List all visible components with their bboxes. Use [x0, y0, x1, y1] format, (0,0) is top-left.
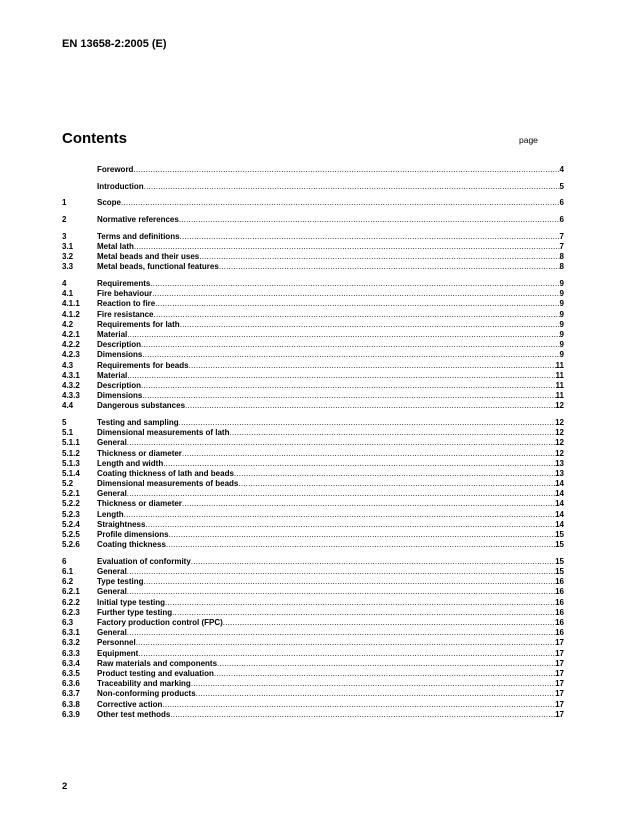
- toc-entry[interactable]: [62, 165, 564, 175]
- toc-entry-number: 5.1: [62, 428, 74, 438]
- toc-entry-title: Requirements for lath: [97, 319, 180, 329]
- toc-entry-number: 4.3.3: [62, 391, 80, 401]
- toc-entry-title: General: [97, 628, 127, 638]
- toc-entry-number: 4.3.2: [62, 380, 80, 390]
- toc-entry-number: 6.2.1: [62, 587, 80, 597]
- toc-dot-leader: [165, 598, 555, 608]
- toc-entry-page: 14: [555, 499, 564, 509]
- toc-entry-page: 9: [559, 340, 564, 350]
- toc-entry-page: 13: [555, 468, 564, 478]
- toc-entry-title: Metal beads and their uses: [97, 252, 200, 262]
- toc-entry-title: General: [97, 489, 127, 499]
- toc-entry[interactable]: [62, 689, 564, 699]
- toc-entry[interactable]: [62, 449, 564, 459]
- toc-entry[interactable]: [62, 381, 564, 391]
- toc-entry-number: 6.3.3: [62, 648, 80, 658]
- toc-entry[interactable]: [62, 700, 564, 710]
- toc-dot-leader: [142, 350, 559, 360]
- toc-dot-leader: [191, 557, 555, 567]
- toc-entry-title: Coating thickness of lath and beads: [97, 468, 234, 478]
- toc-entry-title: Traceability and marking: [97, 679, 191, 689]
- toc-entry-title: Evaluation of conformity: [97, 556, 191, 566]
- toc-entry-page: 17: [555, 648, 564, 658]
- toc-entry[interactable]: [62, 598, 564, 608]
- toc-entry[interactable]: [62, 540, 564, 550]
- toc-entry-title: Description: [97, 380, 142, 390]
- toc-entry-number: 6.3.5: [62, 668, 80, 678]
- toc-dot-leader: [172, 608, 555, 618]
- toc-entry[interactable]: [62, 659, 564, 669]
- toc-entry[interactable]: [62, 469, 564, 479]
- toc-entry-title: Fire behaviour: [97, 289, 153, 299]
- toc-entry-title: Personnel: [97, 638, 136, 648]
- toc-dot-leader: [170, 710, 555, 720]
- toc-entry[interactable]: [62, 330, 564, 340]
- toc-entry-title: Normative references: [97, 215, 179, 225]
- toc-entry-number: 6.3.2: [62, 638, 80, 648]
- toc-entry-title: Dimensional measurements of beads: [97, 479, 239, 489]
- toc-entry-number: 3.3: [62, 262, 74, 272]
- toc-dot-leader: [145, 520, 555, 530]
- toc-entry-title: Profile dimensions: [97, 530, 169, 539]
- toc-entry-number: 3.2: [62, 252, 74, 262]
- toc-entry-number: 4.2.2: [62, 340, 80, 350]
- toc-dot-leader: [133, 165, 559, 175]
- toc-entry[interactable]: [62, 215, 564, 225]
- toc-dot-leader: [144, 577, 556, 587]
- toc-entry-title: Dimensional measurements of lath: [97, 428, 230, 438]
- toc-entry-page: 9: [559, 319, 564, 329]
- toc-dot-leader: [127, 371, 555, 381]
- toc-entry-number: 5.2.4: [62, 519, 80, 529]
- toc-entry-title: Fire resistance: [97, 309, 154, 319]
- toc-entry-number: 6.3.9: [62, 709, 80, 719]
- toc-dot-leader: [229, 428, 555, 438]
- toc-entry[interactable]: [62, 428, 564, 438]
- toc-entry[interactable]: [62, 242, 564, 252]
- toc-dot-leader: [153, 310, 559, 320]
- toc-entry-number: 5.1.4: [62, 468, 80, 478]
- toc-entry-page: 12: [555, 448, 564, 458]
- toc-entry-number: 4.2.3: [62, 350, 80, 360]
- toc-entry-number: 6.2.3: [62, 607, 80, 617]
- toc-entry-page: 7: [559, 231, 564, 241]
- toc-entry-title: Raw materials and components: [97, 658, 218, 668]
- toc-dot-leader: [162, 700, 555, 710]
- toc-entry[interactable]: [62, 489, 564, 499]
- toc-dot-leader: [124, 510, 555, 520]
- toc-dot-leader: [169, 530, 556, 540]
- toc-entry-number: 6: [62, 556, 67, 566]
- toc-entry-page: 9: [559, 299, 564, 309]
- toc-entry[interactable]: [62, 679, 564, 689]
- toc-entry-title: Material: [97, 329, 128, 339]
- toc-dot-leader: [138, 649, 555, 659]
- toc-entry-page: 14: [555, 509, 564, 519]
- toc-entry-title: Thickness or diameter: [97, 499, 182, 509]
- toc-entry-page: 8: [559, 262, 564, 272]
- toc-entry-page: 17: [555, 638, 564, 648]
- toc-dot-leader: [141, 340, 560, 350]
- toc-entry-number: 4.1: [62, 289, 74, 299]
- toc-entry[interactable]: [62, 649, 564, 659]
- toc-entry-page: 14: [555, 519, 564, 529]
- toc-entry-page: 15: [555, 567, 564, 577]
- toc-entry-page: 15: [555, 530, 564, 539]
- toc-dot-leader: [191, 679, 555, 689]
- toc-entry-page: 12: [555, 401, 564, 411]
- toc-entry-title: Requirements: [97, 279, 151, 288]
- toc-entry-number: 6.2.2: [62, 597, 80, 607]
- toc-entry-number: 6.3: [62, 618, 74, 627]
- toc-entry-number: 5.2.3: [62, 509, 80, 519]
- toc-entry[interactable]: [62, 320, 564, 330]
- toc-entry-page: 17: [555, 699, 564, 709]
- toc-dot-leader: [223, 618, 555, 628]
- toc-dot-leader: [127, 330, 559, 340]
- toc-entry[interactable]: [62, 391, 564, 401]
- toc-dot-leader: [219, 262, 560, 272]
- toc-dot-leader: [238, 479, 555, 489]
- toc-entry[interactable]: [62, 310, 564, 320]
- toc-entry-number: 4: [62, 279, 67, 288]
- toc-entry-page: 12: [555, 428, 564, 438]
- toc-entry-page: 14: [555, 489, 564, 499]
- toc-entry-page: 17: [555, 658, 564, 668]
- toc-entry-title: Dimensions: [97, 350, 143, 360]
- toc-entry-page: 9: [559, 329, 564, 339]
- toc-entry-title: Introduction: [97, 181, 144, 191]
- toc-entry-title: Description: [97, 340, 142, 350]
- toc-entry-page: 15: [555, 540, 564, 550]
- toc-entry-title: Testing and sampling: [97, 417, 179, 427]
- toc-entry-title: Dimensions: [97, 391, 143, 401]
- toc-entry-number: 4.4: [62, 401, 74, 411]
- toc-dot-leader: [217, 659, 555, 669]
- toc-entry-page: 9: [559, 350, 564, 360]
- toc-entry-number: 5: [62, 417, 67, 427]
- toc-dot-leader: [155, 299, 559, 309]
- toc-entry-number: 5.1.3: [62, 458, 80, 468]
- toc-entry[interactable]: [62, 479, 564, 489]
- toc-entry-number: 6.3.8: [62, 699, 80, 709]
- toc-entry-number: 4.1.1: [62, 299, 80, 309]
- toc-entry-number: 4.3: [62, 360, 74, 370]
- toc-dot-leader: [127, 587, 555, 597]
- toc-entry-number: 6.3.7: [62, 689, 80, 699]
- toc-entry[interactable]: [62, 340, 564, 350]
- toc-entry[interactable]: [62, 232, 564, 242]
- toc-entry-title: Foreword: [97, 165, 134, 174]
- toc-dot-leader: [166, 540, 555, 550]
- toc-entry-page: 16: [555, 628, 564, 638]
- toc-dot-leader: [127, 489, 555, 499]
- toc-entry[interactable]: [62, 262, 564, 272]
- toc-entry-page: 11: [555, 391, 564, 401]
- toc-entry[interactable]: [62, 567, 564, 577]
- toc-dot-leader: [179, 418, 555, 428]
- toc-entry-page: 5: [559, 181, 564, 191]
- toc-dot-leader: [127, 628, 555, 638]
- toc-entry[interactable]: [62, 401, 564, 411]
- toc-entry-title: General: [97, 567, 127, 577]
- toc-entry-page: 13: [555, 458, 564, 468]
- toc-entry-title: Factory production control (FPC): [97, 618, 223, 627]
- toc-dot-leader: [199, 252, 559, 262]
- toc-entry[interactable]: [62, 361, 564, 371]
- toc-entry[interactable]: [62, 710, 564, 720]
- toc-entry-number: 4.2.1: [62, 329, 80, 339]
- toc-dot-leader: [142, 391, 555, 401]
- toc-entry-number: 5.2.1: [62, 489, 80, 499]
- table-of-contents: [62, 165, 564, 720]
- toc-entry[interactable]: [62, 530, 564, 540]
- toc-entry[interactable]: [62, 459, 564, 469]
- toc-entry[interactable]: [62, 371, 564, 381]
- toc-entry[interactable]: [62, 638, 564, 648]
- toc-entry-page: 16: [555, 597, 564, 607]
- toc-entry-page: 17: [555, 668, 564, 678]
- toc-entry[interactable]: [62, 289, 564, 299]
- toc-entry-title: Dangerous substances: [97, 401, 186, 411]
- toc-entry-page: 17: [555, 689, 564, 699]
- toc-entry-page: 16: [555, 577, 564, 587]
- toc-entry-page: 17: [555, 709, 564, 719]
- toc-entry-number: 6.1: [62, 567, 74, 577]
- toc-entry-page: 14: [555, 479, 564, 489]
- toc-entry-title: Equipment: [97, 648, 139, 658]
- toc-entry[interactable]: [62, 299, 564, 309]
- toc-dot-leader: [152, 289, 559, 299]
- toc-entry-number: 3.1: [62, 241, 74, 251]
- toc-entry-title: Product testing and evaluation: [97, 668, 214, 678]
- toc-entry-number: 5.2: [62, 479, 74, 489]
- toc-dot-leader: [136, 638, 555, 648]
- toc-entry-title: Requirements for beads: [97, 360, 189, 370]
- toc-entry-number: 6.3.4: [62, 658, 80, 668]
- toc-dot-leader: [150, 279, 559, 289]
- toc-entry-page: 9: [559, 279, 564, 288]
- toc-entry-number: 5.1.1: [62, 438, 80, 448]
- toc-entry-page: 9: [559, 309, 564, 319]
- toc-entry-title: Length and width: [97, 458, 164, 468]
- toc-entry[interactable]: [62, 198, 564, 208]
- toc-entry-title: Corrective action: [97, 699, 163, 709]
- toc-entry[interactable]: [62, 279, 564, 289]
- toc-entry-title: Metal beads, functional features: [97, 262, 219, 272]
- toc-dot-leader: [234, 469, 555, 479]
- toc-entry-page: 6: [559, 198, 564, 208]
- toc-entry-page: 8: [559, 252, 564, 262]
- toc-entry[interactable]: [62, 618, 564, 628]
- page-title: Contents: [62, 130, 127, 147]
- toc-entry-title: Coating thickness: [97, 540, 166, 550]
- toc-dot-leader: [196, 689, 555, 699]
- toc-dot-leader: [180, 320, 560, 330]
- toc-entry-page: 16: [555, 607, 564, 617]
- toc-entry-title: General: [97, 587, 127, 597]
- toc-entry-page: 16: [555, 587, 564, 597]
- toc-entry-number: 5.2.2: [62, 499, 80, 509]
- toc-dot-leader: [180, 232, 560, 242]
- toc-entry-title: Non-conforming products: [97, 689, 196, 699]
- toc-entry-number: 5.2.6: [62, 540, 80, 550]
- toc-entry-title: Terms and definitions: [97, 231, 180, 241]
- page-column-label: page: [519, 135, 538, 145]
- toc-entry-title: Thickness or diameter: [97, 448, 182, 458]
- toc-entry-title: Other test methods: [97, 709, 171, 719]
- toc-entry-page: 16: [555, 618, 564, 627]
- toc-entry-title: Reaction to fire: [97, 299, 156, 309]
- toc-entry[interactable]: [62, 510, 564, 520]
- toc-entry[interactable]: [62, 628, 564, 638]
- document-header: EN 13658-2:2005 (E): [62, 38, 167, 50]
- toc-entry-number: 5.2.5: [62, 530, 80, 539]
- toc-entry-number: 3: [62, 231, 67, 241]
- toc-entry-title: Type testing: [97, 577, 144, 587]
- toc-entry-page: 11: [555, 360, 564, 370]
- toc-entry-page: 7: [559, 241, 564, 251]
- toc-entry[interactable]: [62, 350, 564, 360]
- toc-entry[interactable]: [62, 418, 564, 428]
- toc-dot-leader: [134, 242, 560, 252]
- toc-entry-page: 17: [555, 679, 564, 689]
- toc-dot-leader: [127, 567, 555, 577]
- toc-entry[interactable]: [62, 669, 564, 679]
- toc-entry-number: 4.1.2: [62, 309, 80, 319]
- toc-dot-leader: [163, 459, 555, 469]
- toc-entry-number: 4.2: [62, 319, 74, 329]
- toc-entry[interactable]: [62, 438, 564, 448]
- toc-entry-page: 11: [555, 370, 564, 380]
- toc-entry-title: General: [97, 438, 127, 448]
- toc-entry[interactable]: [62, 252, 564, 262]
- toc-entry-title: Material: [97, 370, 128, 380]
- toc-entry-number: 4.3.1: [62, 370, 80, 380]
- toc-entry[interactable]: [62, 557, 564, 567]
- toc-entry-number: 6.3.1: [62, 628, 80, 638]
- toc-entry-number: 2: [62, 215, 67, 225]
- toc-entry-number: 1: [62, 198, 67, 208]
- toc-dot-leader: [121, 198, 560, 208]
- toc-entry-page: 9: [559, 289, 564, 299]
- toc-dot-leader: [179, 215, 560, 225]
- toc-entry-title: Scope: [97, 198, 122, 208]
- page-number: 2: [62, 781, 68, 792]
- toc-entry-page: 11: [555, 380, 564, 390]
- toc-entry-page: 12: [555, 417, 564, 427]
- toc-entry[interactable]: [62, 587, 564, 597]
- toc-entry-page: 6: [559, 215, 564, 225]
- toc-dot-leader: [182, 499, 555, 509]
- toc-dot-leader: [189, 361, 556, 371]
- toc-dot-leader: [144, 182, 560, 192]
- toc-entry[interactable]: [62, 608, 564, 618]
- toc-entry-number: 6.3.6: [62, 679, 80, 689]
- toc-dot-leader: [214, 669, 555, 679]
- toc-entry-title: Length: [97, 509, 124, 519]
- toc-dot-leader: [141, 381, 556, 391]
- toc-entry-number: 5.1.2: [62, 448, 80, 458]
- toc-entry-title: Initial type testing: [97, 597, 166, 607]
- toc-entry-title: Straightness: [97, 519, 146, 529]
- toc-entry[interactable]: [62, 499, 564, 509]
- toc-entry-number: 6.2: [62, 577, 74, 587]
- toc-entry-page: 12: [555, 438, 564, 448]
- toc-dot-leader: [185, 401, 555, 411]
- toc-dot-leader: [182, 449, 555, 459]
- toc-entry[interactable]: [62, 182, 564, 192]
- toc-dot-leader: [127, 438, 555, 448]
- toc-entry-title: Further type testing: [97, 607, 173, 617]
- toc-entry-title: Metal lath: [97, 241, 134, 251]
- toc-entry-page: 15: [555, 556, 564, 566]
- toc-entry-page: 4: [559, 165, 564, 174]
- toc-entry[interactable]: [62, 520, 564, 530]
- toc-entry[interactable]: [62, 577, 564, 587]
